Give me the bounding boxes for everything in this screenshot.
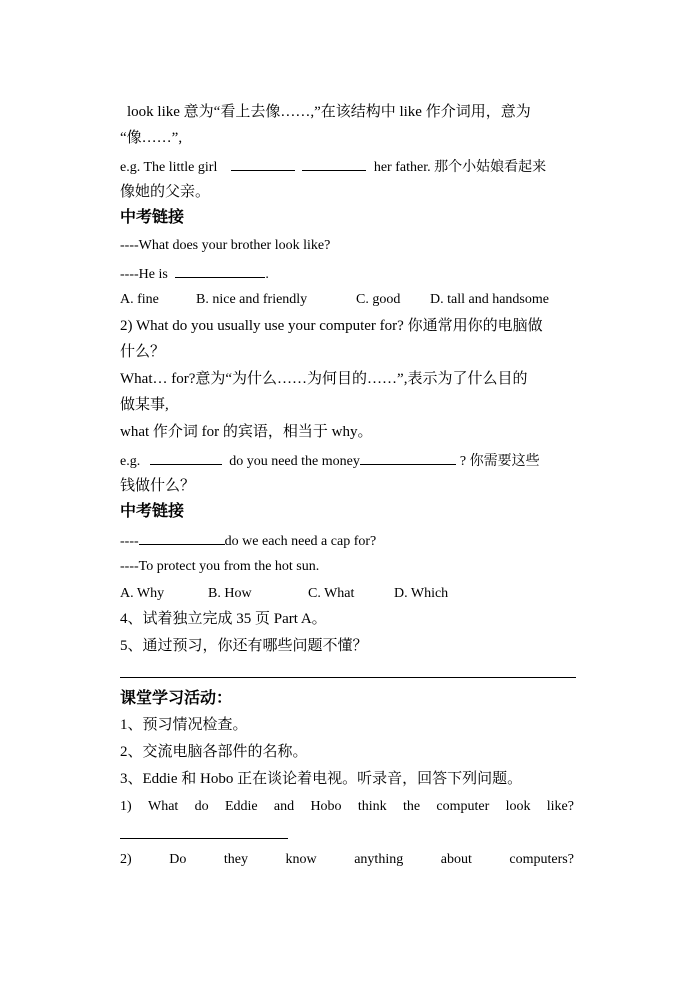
line-look-like: look like 意为“看上去像……,”在该结构中 like 作介词用，意为 <box>127 104 531 120</box>
listening-question-1: 1) What do Eddie and Hobo think the computer look like? <box>120 799 574 814</box>
task-4: 4、试着独立完成 35 页 Part A。 <box>120 611 327 627</box>
listening-question-2: 2) Do they know anything about computers? <box>120 852 574 867</box>
answer-line: ----To protect you from the hot sun. <box>120 559 320 574</box>
line-what-why: what 作介词 for 的宾语，相当于 why。 <box>120 424 373 440</box>
example-translation: 像她的父亲。 <box>120 184 211 200</box>
task-5: 5、通过预习，你还有哪些问题不懂？ <box>120 638 368 654</box>
answer-line: ----He is . <box>120 264 269 284</box>
example-line-2: e.g. do you need the money ? 你需要这些 <box>120 451 540 471</box>
blank <box>150 451 222 465</box>
section-heading: 课堂学习活动： <box>120 690 233 707</box>
options-line: A. fine B. nice and friendly C. good D. tall and handsome <box>120 292 549 307</box>
line-shenme: 什么？ <box>120 344 166 360</box>
example-line-1: e.g. The little girl her father. 那个小姑娘看起来 <box>120 157 546 177</box>
line-xiang: “像……”, <box>120 130 183 146</box>
blank <box>139 531 225 545</box>
question-line: ---- do we each need a cap for? <box>120 531 376 551</box>
divider <box>120 677 576 678</box>
activity-3: 3、Eddie 和 Hobo 正在谈论着电视。听录音，回答下列问题。 <box>120 771 523 787</box>
line-zuo-moushi: 做某事, <box>120 397 169 413</box>
section-heading: 中考链接 <box>120 209 185 226</box>
section-heading: 中考链接 <box>120 503 185 520</box>
line-what-for: What… for?意为“为什么……为何目的……”,表示为了什么目的 <box>120 371 528 387</box>
options-line: A. Why B. How C. What D. Which <box>120 586 449 601</box>
answer-blank <box>120 838 288 839</box>
line-computer-question: 2) What do you usually use your computer for? 你通常用你的电脑做 <box>120 318 543 334</box>
blank <box>360 451 456 465</box>
blank <box>231 157 295 171</box>
activity-2: 2、交流电脑各部件的名称。 <box>120 744 308 760</box>
blank <box>302 157 366 171</box>
example-translation-2: 钱做什么？ <box>120 478 196 494</box>
activity-1: 1、预习情况检查。 <box>120 717 248 733</box>
blank <box>175 264 265 278</box>
question-line: ----What does your brother look like? <box>120 238 331 253</box>
